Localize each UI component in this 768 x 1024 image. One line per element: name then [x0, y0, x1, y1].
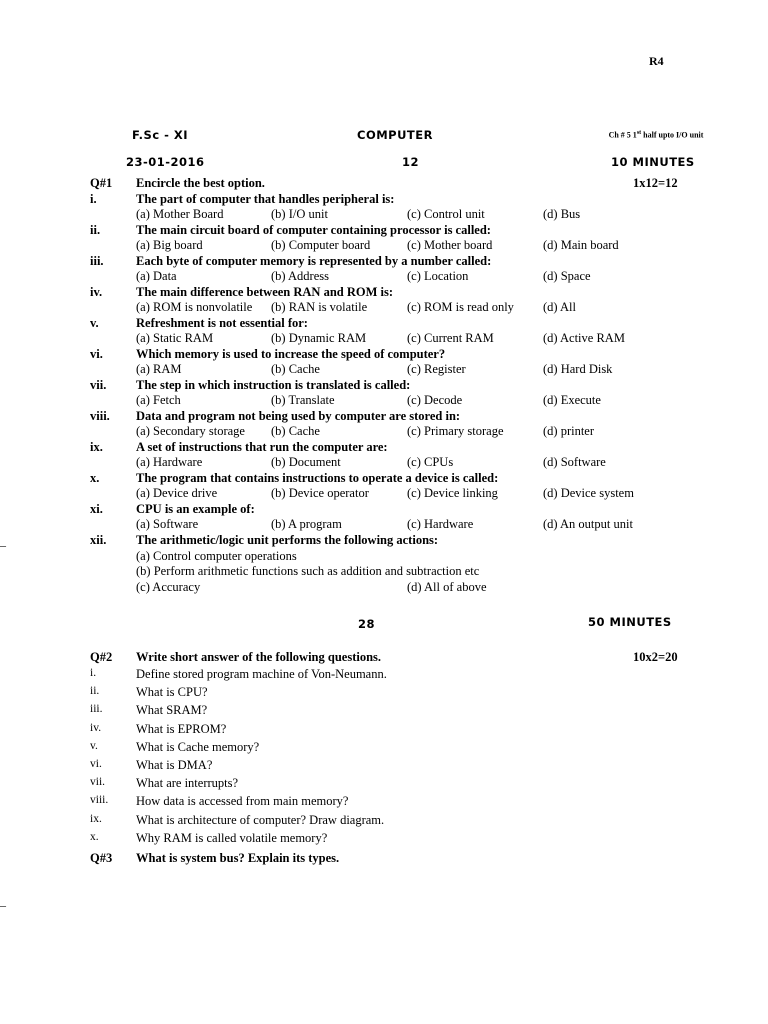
mcq-question-row — [0, 440, 768, 455]
mcq-option: (b) Translate — [271, 393, 335, 407]
mcq-option: (d) Device system — [543, 486, 634, 500]
short-question-text: What SRAM? — [136, 703, 208, 718]
mcq-option: (b) Document — [271, 455, 341, 469]
q2-heading — [0, 650, 768, 665]
mcq-question-row — [0, 502, 768, 517]
mcq-option: (a) Control computer operations — [136, 549, 297, 563]
short-question-number: vii. — [90, 776, 106, 789]
mcq-option: (c) Mother board — [407, 238, 493, 252]
q1-marks: 1x12=12 — [633, 176, 678, 190]
class-label: F.Sc - XI — [132, 128, 189, 142]
mcq-option-row — [0, 300, 768, 315]
short-question-text: How data is accessed from main memory? — [136, 794, 349, 809]
mcq-question-row — [0, 254, 768, 269]
short-question-row — [0, 794, 768, 809]
mcq-question: The program that contains instructions to operate a device is called: — [136, 471, 499, 485]
mcq-option: (b) Perform arithmetic functions such as addition and subtraction etc — [136, 564, 480, 578]
paper-reference: R4 — [649, 54, 664, 68]
short-question-row — [0, 722, 768, 737]
mcq-question: A set of instructions that run the computer are: — [136, 440, 388, 454]
mcq-number: x. — [90, 471, 100, 485]
mcq-question-row — [0, 471, 768, 486]
short-question-number: v. — [90, 739, 98, 752]
short-question-number: viii. — [90, 794, 109, 807]
mcq-option: (d) Bus — [543, 207, 581, 221]
mcq-question-row — [0, 192, 768, 207]
mcq-number: v. — [90, 316, 99, 330]
short-question-number: iii. — [90, 703, 103, 716]
mcq-option: (b) Cache — [271, 424, 320, 438]
short-question-row — [0, 813, 768, 828]
q3-number: Q#3 — [90, 851, 113, 865]
q2-number: Q#2 — [90, 650, 113, 664]
mcq-question: Refreshment is not essential for: — [136, 316, 308, 330]
short-question-text: What is CPU? — [136, 685, 208, 700]
short-question-text: What is architecture of computer? Draw diagram. — [136, 812, 385, 827]
mcq-option: (c) Register — [407, 362, 466, 376]
short-question-row — [0, 667, 768, 682]
section2-time: 50 MINUTES — [588, 615, 672, 629]
mcq-option-row — [0, 549, 768, 564]
mcq-option-row — [0, 517, 768, 532]
mcq-question: Each byte of computer memory is represented by a number called: — [136, 254, 492, 268]
mcq-option: (a) Static RAM — [136, 331, 214, 345]
mcq-option: (d) Hard Disk — [543, 362, 613, 376]
time-allowed: 10 MINUTES — [611, 155, 695, 169]
exam-date: 23-01-2016 — [126, 155, 205, 169]
short-question-text: What are interrupts? — [136, 776, 239, 791]
q3-row — [0, 851, 768, 866]
short-question-number: vi. — [90, 758, 102, 770]
mcq-option: (d) Execute — [543, 393, 601, 407]
mcq-number: ii. — [90, 223, 101, 237]
q2-marks: 10x2=20 — [633, 650, 678, 664]
mcq-option-row — [0, 580, 768, 595]
mcq-option-row — [0, 269, 768, 284]
mcq-option: (a) Fetch — [136, 393, 181, 407]
mcq-number: iv. — [90, 285, 103, 299]
mcq-option: (d) Space — [543, 269, 591, 283]
mcq-option: (d) Software — [543, 455, 606, 469]
mcq-number: xii. — [90, 533, 107, 547]
mcq-option: (b) Device operator — [271, 486, 369, 500]
mcq-option-row — [0, 455, 768, 470]
mcq-option: (a) Device drive — [136, 486, 218, 500]
mcq-question-row — [0, 378, 768, 393]
mcq-question-row — [0, 409, 768, 424]
mcq-question: The step in which instruction is translated is called: — [136, 378, 411, 392]
mcq-number: ix. — [90, 440, 103, 454]
mcq-option: (b) Computer board — [271, 238, 371, 252]
mcq-option: (c) ROM is read only — [407, 300, 514, 314]
q3-text: What is system bus? Explain its types. — [136, 851, 340, 865]
section2-total-marks: 28 — [358, 617, 376, 631]
mcq-option: (d) All — [543, 300, 576, 314]
short-question-number: ii. — [90, 685, 100, 698]
mcq-option: (b) Cache — [271, 362, 320, 376]
short-question-row — [0, 685, 768, 700]
margin-mark: – — [0, 898, 6, 912]
short-question-text: What is Cache memory? — [136, 739, 260, 754]
mcq-question: The main difference between RAN and ROM is: — [136, 285, 394, 299]
mcq-option: (a) Data — [136, 269, 177, 283]
mcq-number: viii. — [90, 409, 110, 423]
mcq-option: (a) Big board — [136, 238, 203, 252]
short-question-row — [0, 776, 768, 791]
short-question-number: ix. — [90, 812, 102, 825]
mcq-option: (d) All of above — [407, 580, 487, 594]
mcq-option: (a) RAM — [136, 362, 182, 376]
mcq-option: (c) Primary storage — [407, 424, 504, 438]
mcq-option: (a) ROM is nonvolatile — [136, 300, 253, 314]
mcq-option: (d) Active RAM — [543, 331, 625, 345]
mcq-question-row — [0, 533, 768, 548]
mcq-option: (c) CPUs — [407, 455, 454, 469]
mcq-question-row — [0, 285, 768, 300]
short-question-row — [0, 703, 768, 718]
short-question-row — [0, 740, 768, 755]
margin-mark: – — [0, 538, 6, 552]
mcq-option: (d) Main board — [543, 238, 619, 252]
mcq-option: (a) Hardware — [136, 455, 203, 469]
mcq-number: i. — [90, 192, 97, 206]
short-question-row — [0, 831, 768, 846]
q1-number: Q#1 — [90, 176, 113, 190]
mcq-option: (c) Hardware — [407, 517, 474, 531]
mcq-question: Data and program not being used by computer are stored in: — [136, 409, 461, 423]
mcq-option-row — [0, 207, 768, 222]
mcq-option: (d) An output unit — [543, 517, 633, 531]
mcq-option-row — [0, 486, 768, 501]
total-marks: 12 — [402, 155, 420, 169]
mcq-option-row — [0, 393, 768, 408]
mcq-option: (c) Accuracy — [136, 580, 201, 594]
mcq-option: (b) I/O unit — [271, 207, 328, 221]
mcq-question: The main circuit board of computer containing processor is called: — [136, 223, 491, 237]
mcq-option-row — [0, 362, 768, 377]
mcq-option: (b) Dynamic RAM — [271, 331, 367, 345]
mcq-question-row — [0, 347, 768, 362]
mcq-option: (a) Secondary storage — [136, 424, 245, 438]
mcq-option-row — [0, 564, 768, 579]
short-question-number: x. — [90, 830, 99, 843]
subject-label: COMPUTER — [357, 128, 433, 142]
mcq-option: (d) printer — [543, 424, 595, 438]
mcq-number: vii. — [90, 378, 107, 392]
mcq-option: (a) Mother Board — [136, 207, 224, 221]
mcq-number: iii. — [90, 254, 104, 268]
short-question-number: iv. — [90, 721, 102, 734]
q1-instruction: Encircle the best option. — [136, 176, 265, 190]
mcq-question: CPU is an example of: — [136, 502, 255, 516]
short-question-text: What is EPROM? — [136, 721, 227, 736]
q2-instruction: Write short answer of the following questions. — [136, 650, 382, 664]
mcq-option: (c) Control unit — [407, 207, 485, 221]
mcq-option: (c) Decode — [407, 393, 463, 407]
mcq-number: vi. — [90, 347, 103, 361]
mcq-option: (b) A program — [271, 517, 342, 531]
short-question-text: What is DMA? — [136, 758, 213, 772]
short-question-text: Define stored program machine of Von-Neumann. — [136, 667, 387, 681]
mcq-option-row — [0, 238, 768, 253]
mcq-option: (b) Address — [271, 269, 329, 283]
short-question-text: Why RAM is called volatile memory? — [136, 830, 328, 845]
syllabus-note: Ch # 5 1st half upto I/O unit — [608, 130, 704, 140]
short-question-number: i. — [90, 667, 97, 679]
mcq-option-row — [0, 331, 768, 346]
mcq-option: (c) Location — [407, 269, 469, 283]
short-question-row — [0, 758, 768, 773]
mcq-option: (c) Device linking — [407, 486, 498, 500]
mcq-question: The part of computer that handles peripheral is: — [136, 192, 395, 206]
mcq-option: (c) Current RAM — [407, 331, 494, 345]
mcq-number: xi. — [90, 502, 103, 516]
mcq-question: The arithmetic/logic unit performs the following actions: — [136, 533, 439, 547]
mcq-option-row — [0, 424, 768, 439]
mcq-option: (b) RAN is volatile — [271, 300, 368, 314]
mcq-question-row — [0, 223, 768, 238]
mcq-question: Which memory is used to increase the speed of computer? — [136, 347, 446, 361]
q1-heading — [0, 176, 768, 191]
mcq-question-row — [0, 316, 768, 331]
mcq-option: (a) Software — [136, 517, 199, 531]
